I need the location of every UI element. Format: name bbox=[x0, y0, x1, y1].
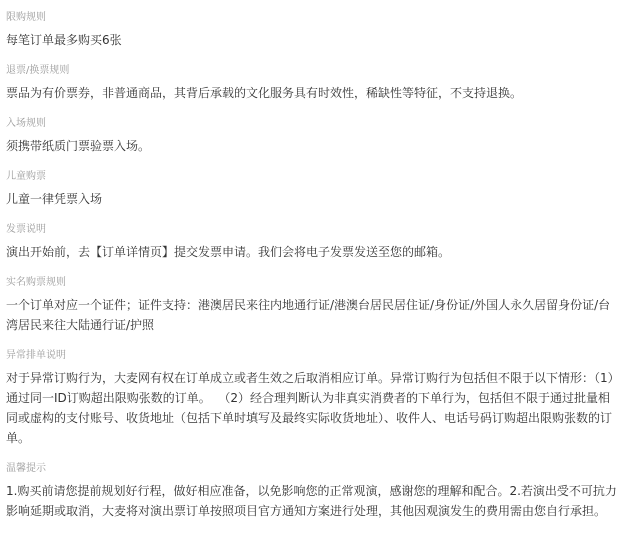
tips-section bbox=[6, 462, 622, 521]
real-name-title: 实名购票规则 bbox=[6, 277, 66, 288]
purchase-limit-section bbox=[6, 11, 622, 50]
entry-rules-section bbox=[6, 117, 622, 156]
abnormal-order-content: 对于异常订购行为，大麦网有权在订单成立或者生效之后取消相应订单。异常订购行为包括但不限于以下情形：（1）通过同一ID订购超出限购张数的订单。 （2）经合理判断认为非真实消费者的下单行为，包括但不限于通过批量相同或虚构的支付账号、收货地址（包括下单时填写及最终实际收货地址）、收件人、电话号码订购超出限购张数的订单。 bbox=[6, 371, 620, 445]
entry-rules-content: 须携带纸质门票验票入场。 bbox=[6, 139, 151, 153]
children-ticket-title: 儿童购票 bbox=[6, 171, 46, 182]
invoice-title: 发票说明 bbox=[6, 224, 46, 235]
real-name-content: 一个订单对应一个证件；证件支持：港澳居民来往内地通行证/港澳台居民居住证/身份证/外国人永久居留身份证/台湾居民来往大陆通行证/护照 bbox=[6, 298, 611, 332]
refund-exchange-title: 退票/换票规则 bbox=[6, 65, 70, 76]
children-ticket-section bbox=[6, 170, 622, 209]
entry-rules-title: 入场规则 bbox=[6, 118, 46, 129]
children-ticket-content: 儿童一律凭票入场 bbox=[6, 192, 103, 206]
abnormal-order-section bbox=[6, 349, 622, 448]
purchase-limit-content: 每笔订单最多购买6张 bbox=[6, 33, 122, 47]
refund-exchange-section bbox=[6, 64, 622, 103]
tips-content: 1.购买前请您提前规划好行程，做好相应准备，以免影响您的正常观演，感谢您的理解和配合。2.若演出受不可抗力影响延期或取消，大麦将对演出票订单按照项目官方通知方案进行处理，其他因观演发生的费用需由您自行承担。 bbox=[6, 484, 617, 518]
tips-title: 温馨提示 bbox=[6, 463, 46, 474]
real-name-section bbox=[6, 276, 622, 335]
abnormal-order-title: 异常排单说明 bbox=[6, 350, 66, 361]
invoice-section bbox=[6, 223, 622, 262]
refund-exchange-content: 票品为有价票券，非普通商品，其背后承载的文化服务具有时效性，稀缺性等特征，不支持退换。 bbox=[6, 86, 523, 100]
purchase-limit-title: 限购规则 bbox=[6, 12, 46, 23]
invoice-content: 演出开始前，去【订单详情页】提交发票申请。我们会将电子发票发送至您的邮箱。 bbox=[6, 245, 451, 259]
